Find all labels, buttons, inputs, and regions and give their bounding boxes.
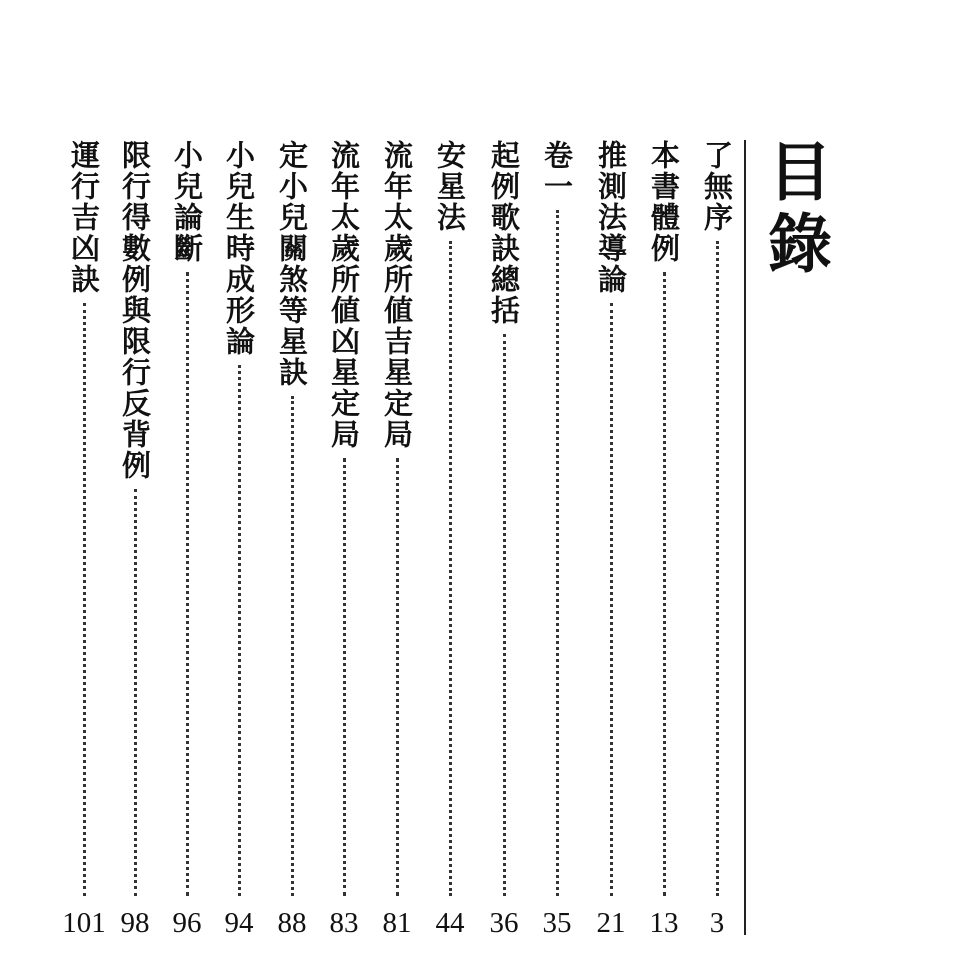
leader-dots bbox=[186, 272, 189, 896]
leader-dots bbox=[449, 241, 452, 896]
entry-label: 流年太歲所値凶星定局 bbox=[327, 140, 361, 450]
entry-page-number: 98 bbox=[120, 907, 150, 939]
leader-dots bbox=[291, 396, 294, 896]
toc-entry bbox=[484, 140, 524, 940]
entry-label: 定小兒關煞等星訣 bbox=[275, 140, 309, 388]
entry-label: 安星法 bbox=[433, 140, 467, 233]
entry-page-number: 96 bbox=[172, 907, 202, 939]
toc-entry bbox=[430, 140, 470, 940]
leader-dots bbox=[396, 458, 399, 896]
entry-label: 推測法導論 bbox=[594, 140, 628, 295]
entry-label: 小兒生時成形論 bbox=[222, 140, 256, 357]
toc-entry bbox=[167, 140, 207, 940]
toc-entry bbox=[324, 140, 364, 940]
leader-dots bbox=[83, 303, 86, 896]
entry-page-number: 36 bbox=[489, 907, 519, 939]
leader-dots bbox=[503, 334, 506, 896]
entry-page-number: 21 bbox=[596, 907, 626, 939]
leader-dots bbox=[343, 458, 346, 896]
entry-page-number: 88 bbox=[277, 907, 307, 939]
entry-label: 運行吉凶訣 bbox=[67, 140, 101, 295]
toc-entry bbox=[115, 140, 155, 940]
toc-entry bbox=[644, 140, 684, 940]
entry-label: 卷一 bbox=[540, 140, 574, 202]
entry-page-number: 81 bbox=[382, 907, 412, 939]
vertical-rule bbox=[744, 140, 746, 935]
toc-entry bbox=[64, 140, 104, 940]
toc-entry bbox=[377, 140, 417, 940]
leader-dots bbox=[556, 210, 559, 896]
entry-page-number: 94 bbox=[224, 907, 254, 939]
toc-entry bbox=[697, 140, 737, 940]
entry-label: 起例歌訣總括 bbox=[487, 140, 521, 326]
entry-page-number: 13 bbox=[649, 907, 679, 939]
leader-dots bbox=[663, 272, 666, 896]
entry-page-number: 83 bbox=[329, 907, 359, 939]
leader-dots bbox=[238, 365, 241, 896]
toc-entry bbox=[272, 140, 312, 940]
entry-page-number: 44 bbox=[435, 907, 465, 939]
leader-dots bbox=[716, 241, 719, 896]
toc-entry bbox=[591, 140, 631, 940]
leader-dots bbox=[610, 303, 613, 896]
leader-dots bbox=[134, 489, 137, 896]
entry-page-number: 101 bbox=[62, 907, 106, 939]
entry-label: 流年太歲所値吉星定局 bbox=[380, 140, 414, 450]
entry-label: 本書體例 bbox=[647, 140, 681, 264]
entry-label: 限行得數例與限行反背例 bbox=[118, 140, 152, 481]
toc-title: 目錄 bbox=[757, 138, 832, 282]
entry-label: 了無序 bbox=[700, 140, 734, 233]
entry-page-number: 3 bbox=[709, 907, 725, 939]
toc-entry bbox=[537, 140, 577, 940]
toc-entry bbox=[219, 140, 259, 940]
entry-label: 小兒論斷 bbox=[170, 140, 204, 264]
entry-page-number: 35 bbox=[542, 907, 572, 939]
